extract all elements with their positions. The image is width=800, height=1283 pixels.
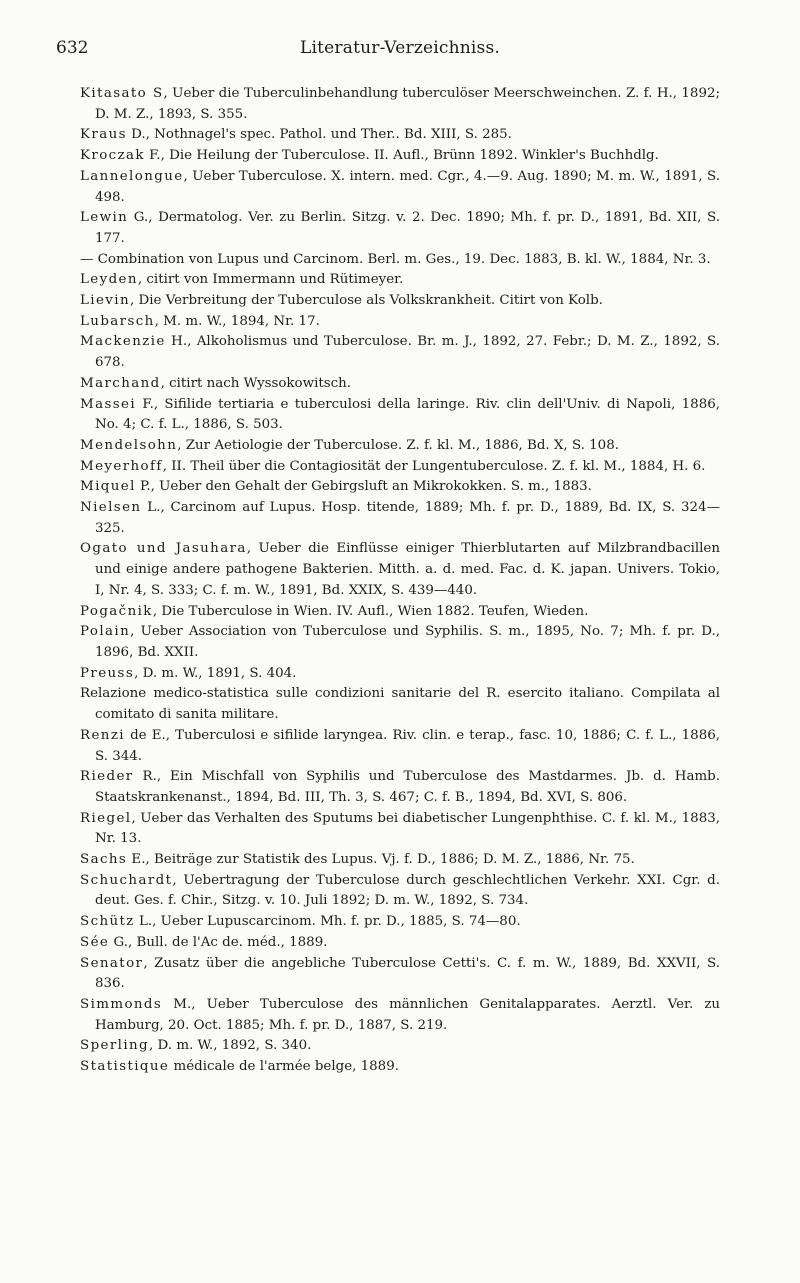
entry-author: Riegel	[80, 810, 132, 826]
entry-author: Sperling	[80, 1038, 150, 1054]
entry-author: Marchand	[80, 375, 161, 391]
entry-text: , Die Tuberculose in Wien. IV. Aufl., Wien 1882. Teufen, Wieden.	[152, 603, 589, 619]
entry-text: M., Ueber Tuberculose des männlichen Genitalapparates. Aerztl. Ver. zu Hamburg, 20. Oct. 1885; Mh. f. pr. D., 1887, S. 219.	[95, 996, 720, 1033]
entry-author: Polain	[80, 624, 131, 640]
entry-text: , M. m. W., 1894, Nr. 17.	[154, 313, 320, 329]
bibliography-entry	[80, 208, 720, 249]
entry-text: , Ueber die Tuberculinbehandlung tuberculöser Meerschweinchen. Z. f. H., 1892; D. M. Z., 1893, S. 355.	[95, 86, 720, 122]
entry-author: Meyerhoff	[80, 458, 163, 474]
entry-author: Kitasato S	[80, 86, 164, 101]
entry-author: Rieder	[80, 769, 134, 785]
entry-text: , Ueber Tuberculose. X. intern. med. Cgr., 4.—9. Aug. 1890; M. m. W., 1891, S. 498.	[95, 168, 720, 205]
bibliography-entry	[80, 622, 720, 663]
entry-text: , Ueber die Einflüsse einiger Thierblutarten auf Milzbrandbacillen und einige andere pathogene Bakterien. Mitth. a. d. med. Fac. d. K. japan. Univers. Tokio, I, Nr. 4, S. 333; C. f. m. W., 1891, Bd. XXIX, S. 439—440.	[95, 541, 720, 598]
entry-text: , Zusatz über die angebliche Tuberculose Cetti's. C. f. m. W., 1889, Bd. XXVII, S. 836.	[95, 955, 720, 992]
entry-text: , Die Verbreitung der Tuberculose als Volkskrankheit. Citirt von Kolb.	[129, 293, 603, 309]
entry-text: Relazione medico-statistica sulle condizioni sanitarie del R. esercito italiano. Compilata al comitato di sanita militare.	[80, 686, 720, 723]
bibliography-entry	[80, 270, 720, 291]
entry-author: Miquel	[80, 479, 136, 495]
page-number: 632	[56, 38, 89, 58]
bibliography-entry	[80, 995, 720, 1036]
entry-text: E., Beiträge zur Statistik des Lupus. Vj. f. D., 1886; D. M. Z., 1886, Nr. 75.	[127, 852, 635, 868]
bibliography-entry	[80, 912, 720, 933]
bibliography-entry	[80, 767, 720, 808]
bibliography-entry	[80, 954, 720, 995]
entry-author: Sée	[80, 934, 110, 950]
bibliography-entry	[80, 809, 720, 850]
entry-author: Schuchardt	[80, 872, 173, 888]
entry-author: Schütz	[80, 914, 135, 930]
entry-text: — Combination von Lupus und Carcinom. Berl. m. Ges., 19. Dec. 1883, B. kl. W., 1884, Nr. 3.	[80, 251, 711, 267]
entry-text: , Ueber das Verhalten des Sputums bei diabetischer Lungenphthise. C. f. kl. M., 1883, Nr. 13.	[95, 810, 720, 847]
bibliography-list	[80, 84, 720, 1078]
entry-author: Preuss	[80, 665, 135, 681]
entry-text: , Zur Aetiologie der Tuberculose. Z. f. kl. M., 1886, Bd. X, S. 108.	[177, 437, 619, 453]
bibliography-entry	[80, 332, 720, 373]
bibliography-entry	[80, 291, 720, 312]
bibliography-entry	[80, 250, 720, 271]
bibliography-entry	[80, 1057, 720, 1078]
entry-text: , II. Theil über die Contagiosität der Lungentuberculose. Z. f. kl. M., 1884, H. 6.	[162, 458, 706, 474]
entry-text: D., Nothnagel's spec. Pathol. und Ther.. Bd. XIII, S. 285.	[126, 127, 512, 143]
bibliography-entry	[80, 167, 720, 208]
entry-author: Nielsen	[80, 500, 142, 516]
bibliography-entry	[80, 498, 720, 539]
entry-text: F., Sifilide tertiaria e tuberculosi della laringe. Riv. clin dell'Univ. di Napoli, 1886, No. 4; C. f. L., 1886, S. 503.	[95, 396, 720, 433]
bibliography-entry	[80, 477, 720, 498]
bibliography-entry	[80, 871, 720, 912]
entry-author: Sachs	[80, 852, 128, 868]
bibliography-entry	[80, 436, 720, 457]
running-head	[56, 38, 720, 72]
entry-author: Pogačnik	[80, 603, 153, 619]
bibliography-entry	[80, 684, 720, 725]
entry-text: G., Bull. de l'Ac de. méd., 1889.	[109, 934, 328, 950]
entry-text: , Ueber Association von Tuberculose und Syphilis. S. m., 1895, No. 7; Mh. f. pr. D., 1896, Bd. XXII.	[95, 624, 720, 660]
entry-text: médicale de l'armée belge, 1889.	[169, 1059, 399, 1075]
entry-author: Renzi	[80, 727, 125, 743]
entry-author: Kroczak	[80, 148, 145, 164]
bibliography-entry	[80, 850, 720, 871]
entry-text: , citirt von Immermann und Rütimeyer.	[137, 272, 404, 288]
entry-text: F., Die Heilung der Tuberculose. II. Aufl., Brünn 1892. Winkler's Buchhdlg.	[144, 148, 659, 164]
bibliography-entry	[80, 726, 720, 767]
bibliography-entry	[80, 374, 720, 395]
entry-text: G., Dermatolog. Ver. zu Berlin. Sitzg. v. 2. Dec. 1890; Mh. f. pr. D., 1891, Bd. XII, S. 177.	[95, 210, 720, 246]
bibliography-entry	[80, 84, 720, 125]
bibliography-entry	[80, 312, 720, 333]
entry-text: L., Ueber Lupuscarcinom. Mh. f. pr. D., 1885, S. 74—80.	[134, 914, 521, 930]
entry-text: L., Carcinom auf Lupus. Hosp. titende, 1889; Mh. f. pr. D., 1889, Bd. IX, S. 324—325.	[95, 500, 720, 536]
entry-text: R., Ein Mischfall von Syphilis und Tuberculose des Mastdarmes. Jb. d. Hamb. Staatskrankenanst., 1894, Bd. III, Th. 3, S. 467; C. f. B., 1894, Bd. XVI, S. 806.	[95, 769, 720, 805]
entry-author: Lewin	[80, 210, 129, 226]
entry-author: Simmonds	[80, 996, 163, 1012]
entry-author: Senator	[80, 955, 144, 971]
entry-author: Lannelongue	[80, 168, 184, 184]
bibliography-entry	[80, 602, 720, 623]
bibliography-entry	[80, 933, 720, 954]
entry-author: Statistique	[80, 1059, 170, 1075]
bibliography-entry	[80, 1036, 720, 1057]
entry-text: P., Ueber den Gehalt der Gebirgsluft an Mikrokokken. S. m., 1883.	[135, 479, 592, 495]
entry-author: Mendelsohn	[80, 437, 178, 453]
entry-text: , citirt nach Wyssokowitsch.	[160, 375, 351, 391]
entry-text: , D. m. W., 1892, S. 340.	[149, 1038, 312, 1054]
bibliography-entry	[80, 664, 720, 685]
entry-text: H., Alkoholismus und Tuberculose. Br. m. J., 1892, 27. Febr.; D. M. Z., 1892, S. 678.	[95, 334, 720, 371]
bibliography-entry	[80, 146, 720, 167]
entry-author: Kraus	[80, 127, 127, 143]
entry-author: Ogato und Jasuhara	[80, 541, 247, 557]
entry-text: , Uebertragung der Tuberculose durch geschlechtlichen Verkehr. XXI. Cgr. d. deut. Ges. f. Chir., Sitzg. v. 10. Juli 1892; D. m. W., 1892, S. 734.	[95, 872, 720, 909]
entry-author: Lievin	[80, 293, 130, 309]
bibliography-entry	[80, 457, 720, 478]
running-title: Literatur-Verzeichniss.	[300, 38, 500, 58]
bibliography-entry	[80, 539, 720, 601]
entry-author: Massei	[80, 396, 137, 412]
entry-text: de E., Tuberculosi e sifilide laryngea. Riv. clin. e terap., fasc. 10, 1886; C. f. L., 1886, S. 344.	[95, 727, 720, 764]
entry-author: Mackenzie	[80, 334, 166, 350]
bibliography-entry	[80, 395, 720, 436]
bibliography-entry	[80, 125, 720, 146]
entry-author: Leyden	[80, 272, 138, 288]
entry-text: , D. m. W., 1891, S. 404.	[134, 665, 297, 681]
entry-author: Lubarsch	[80, 313, 155, 329]
